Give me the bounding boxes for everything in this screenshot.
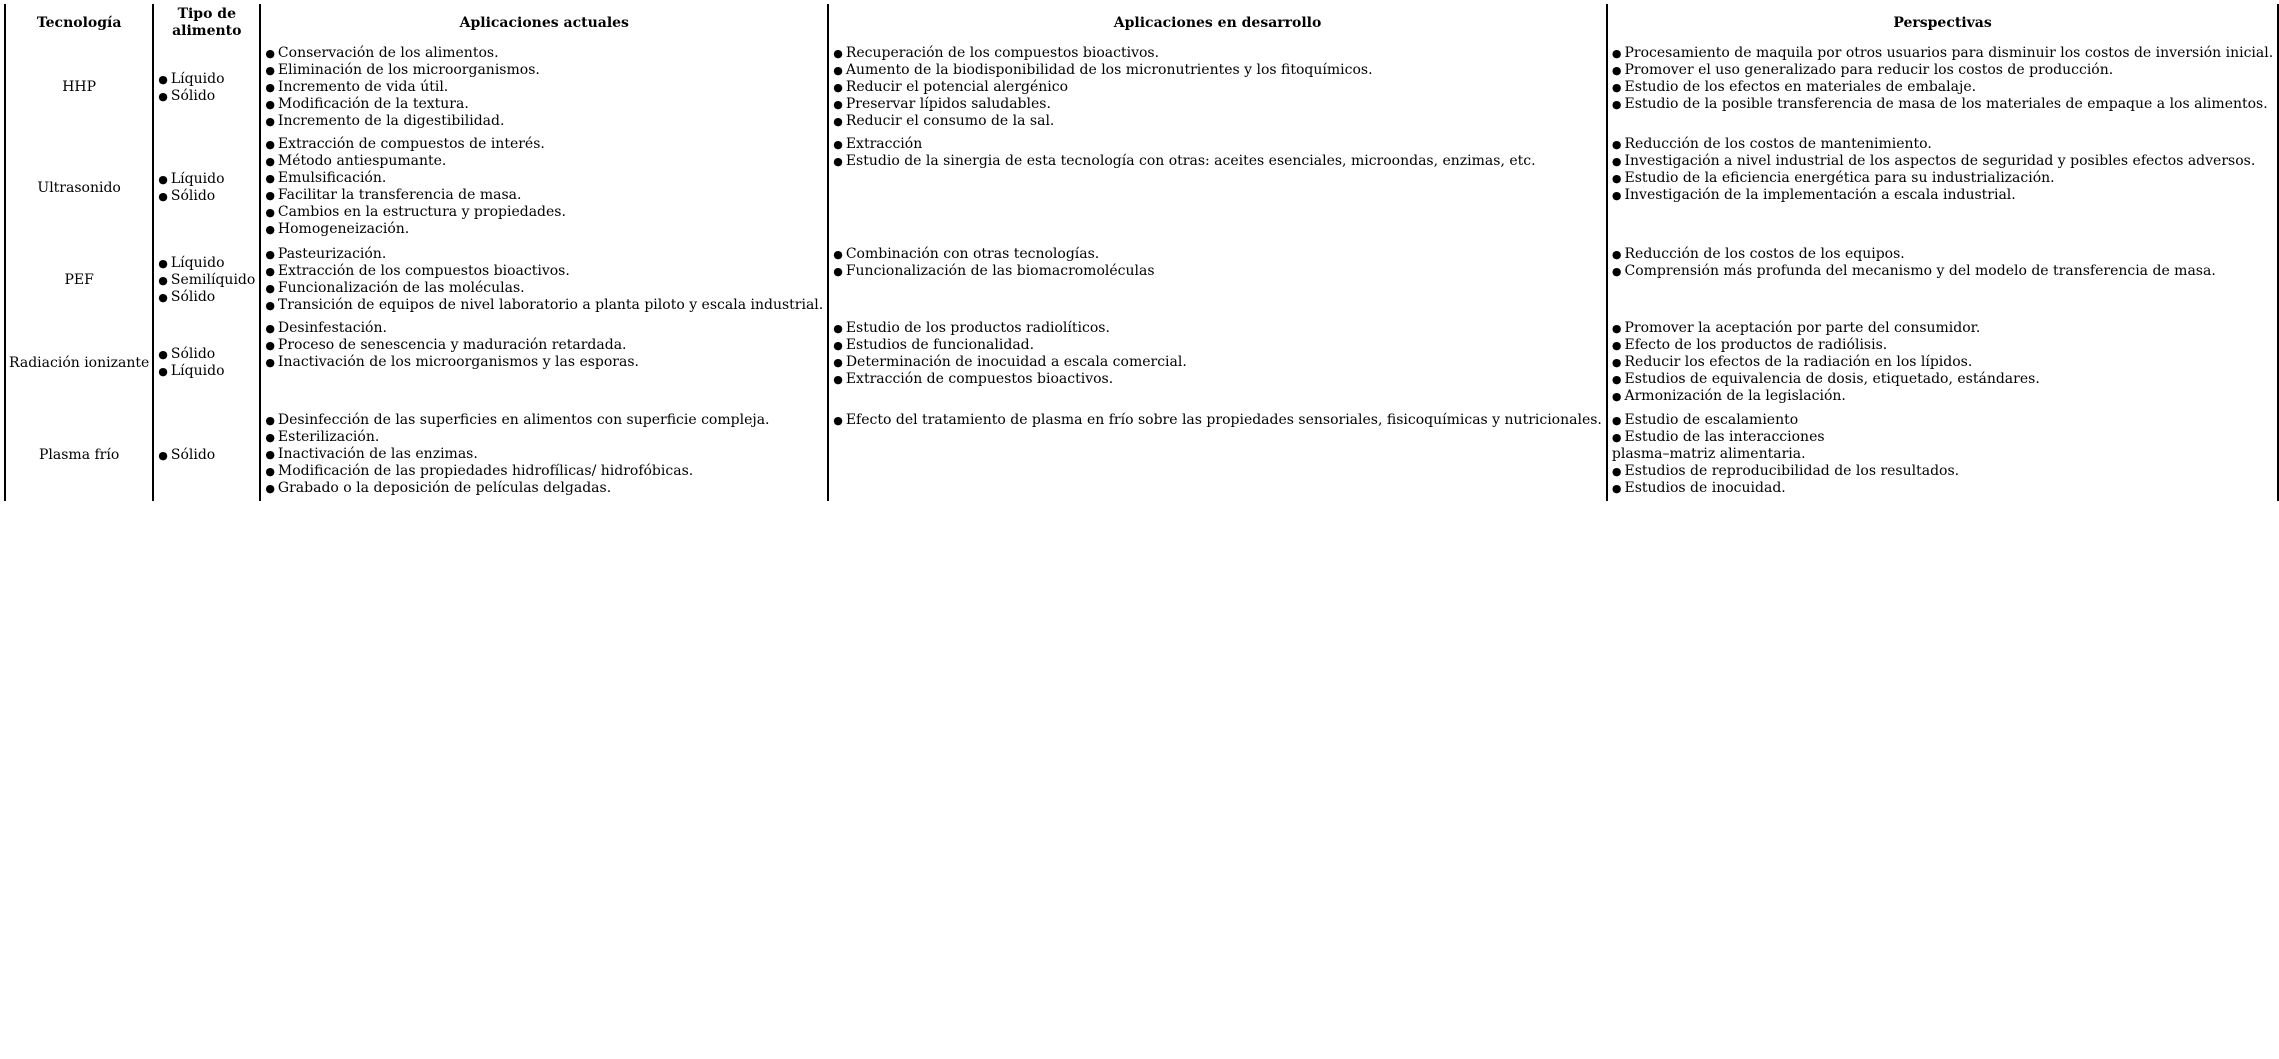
bullet-icon: ● [1611, 189, 1622, 202]
list-item-text: Funcionalización de las biomacromoléculas [845, 263, 1155, 279]
list-item-text: Estudio de la posible transferencia de masa de los materiales de empaque a los alimentos. [1624, 96, 2268, 112]
list-item [158, 363, 255, 380]
list-item-text: Reducir el consumo de la sal. [845, 113, 1055, 129]
list-item-text: Líquido [170, 171, 225, 187]
bullet-icon: ● [833, 414, 843, 427]
list-item [265, 320, 823, 337]
list-item [833, 320, 1602, 337]
list-item [833, 153, 1602, 170]
table-row [5, 42, 2278, 133]
list-item [265, 153, 823, 170]
list-item-text: Armonización de la legislación. [1624, 388, 1846, 404]
cell-aplicaciones-desarrollo [828, 317, 1607, 409]
list-item-text: Inactivación de las enzimas. [277, 446, 478, 462]
cell-aplicaciones-actuales [260, 409, 828, 501]
list-item [265, 221, 823, 238]
list-item [833, 354, 1602, 371]
list-item-text: Grabado o la deposición de películas delgadas. [277, 480, 612, 496]
list-item-text: Promover el uso generalizado para reducir los costos de producción. [1624, 62, 2114, 78]
list-item [265, 337, 823, 354]
list-item [833, 136, 1602, 153]
list-item [158, 289, 255, 306]
bullet-icon: ● [158, 72, 168, 86]
list-item [1612, 446, 2273, 463]
list-item-text: Estudios de reproducibilidad de los resultados. [1624, 463, 1960, 479]
cell-aplicaciones-actuales [260, 133, 828, 243]
list-item-text: Proceso de senescencia y maduración retardada. [277, 337, 627, 353]
list-item-text: Estudio de las interacciones [1624, 429, 1825, 445]
cell-aplicaciones-desarrollo [828, 409, 1607, 501]
bullet-icon: ● [158, 190, 168, 203]
list-item-text: Procesamiento de maquila por otros usuarios para disminuir los costos de inversión inicial. [1624, 45, 2274, 61]
list-item [1612, 263, 2273, 280]
list-item-text: Sólido [170, 446, 216, 463]
table-row [5, 133, 2278, 243]
list-item-text: Aumento de la biodisponibilidad de los micronutrientes y los fitoquímicos. [845, 62, 1373, 78]
list-item [265, 480, 823, 497]
list-item-text: Reducción de los costos de los equipos. [1624, 246, 1905, 262]
bullet-icon: ● [1611, 172, 1622, 185]
list-item-text: Esterilización. [277, 429, 380, 445]
table-row [5, 243, 2278, 317]
list-item-text: Extracción [845, 136, 923, 152]
list-item-text: Semilíquido [170, 271, 256, 288]
cell-tipo-alimento [153, 42, 260, 133]
list-item-text: Extracción de compuestos de interés. [277, 136, 545, 152]
list-item [265, 246, 823, 263]
list-item [265, 45, 823, 62]
list-item [265, 79, 823, 96]
list-item [158, 71, 255, 88]
list-item-text: Estudio de los productos radiolíticos. [845, 320, 1110, 336]
list-item [1612, 153, 2273, 170]
bullet-icon: ● [1611, 339, 1622, 352]
bullet-icon: ● [833, 98, 843, 111]
bullet-icon: ● [265, 206, 275, 219]
bullet-icon: ● [833, 322, 843, 335]
list-item [158, 255, 255, 272]
list-item [265, 136, 823, 153]
list-item-text: Funcionalización de las moléculas. [277, 280, 525, 296]
list-item-text: Desinfección de las superficies en alimentos con superficie compleja. [277, 412, 770, 428]
list-item-text: Comprensión más profunda del mecanismo y del modelo de transferencia de masa. [1624, 263, 2216, 279]
bullet-icon: ● [158, 348, 168, 361]
bullet-icon: ● [265, 248, 275, 261]
bullet-icon: ● [158, 173, 168, 186]
list-item-text: Sólido [170, 346, 216, 362]
list-item-text: Eliminación de los microorganismos. [277, 62, 540, 78]
list-item-text: Líquido [170, 363, 225, 379]
list-item [265, 96, 823, 113]
list-item-text: Efecto de los productos de radiólisis. [1624, 337, 1888, 353]
bullet-icon: ● [1611, 465, 1622, 478]
list-item-text: Recuperación de los compuestos bioactivos. [845, 45, 1160, 61]
header-aplicaciones-desarrollo: Aplicaciones en desarrollo [828, 4, 1607, 42]
list-item-text: Sólido [170, 87, 216, 104]
bullet-icon: ● [265, 265, 275, 278]
bullet-icon: ● [265, 414, 275, 427]
bullet-icon: ● [1611, 265, 1622, 278]
list-item [1612, 337, 2273, 354]
cell-tipo-alimento [153, 409, 260, 501]
bullet-icon: ● [1611, 390, 1622, 403]
cell-tecnologia: Plasma frío [5, 409, 153, 501]
bullet-icon: ● [1611, 414, 1622, 427]
bullet-icon: ● [265, 81, 275, 94]
list-item-text: Estudios de equivalencia de dosis, etiquetado, estándares. [1624, 371, 2040, 387]
bullet-icon: ● [265, 322, 275, 335]
cell-tipo-alimento [153, 133, 260, 243]
bullet-icon: ● [1611, 155, 1622, 168]
list-item-text: Conservación de los alimentos. [277, 45, 499, 61]
list-item-text: Sólido [170, 188, 216, 204]
bullet-icon: ● [265, 299, 275, 312]
bullet-icon: ● [833, 339, 843, 352]
cell-aplicaciones-desarrollo [828, 133, 1607, 243]
list-item [265, 354, 823, 371]
list-item-text: plasma–matriz alimentaria. [1611, 446, 1806, 462]
cell-aplicaciones-actuales [260, 42, 828, 133]
cell-aplicaciones-actuales [260, 317, 828, 409]
cell-tecnologia: HHP [5, 42, 153, 133]
list-item [158, 272, 255, 289]
list-item [265, 412, 823, 429]
list-item-text: Modificación de las propiedades hidrofílicas/ hidrofóbicas. [277, 463, 694, 479]
table-row [5, 317, 2278, 409]
list-item [1612, 480, 2273, 497]
list-item-text: Estudio de la sinergia de esta tecnología con otras: aceites esenciales, microondas, enzimas, etc. [845, 153, 1536, 169]
list-item [265, 463, 823, 480]
cell-perspectivas [1607, 317, 2278, 409]
cell-tipo-alimento [153, 243, 260, 317]
list-item [265, 62, 823, 79]
list-item [265, 263, 823, 280]
technology-table [4, 4, 2279, 501]
bullet-icon: ● [1611, 248, 1622, 261]
list-item-text: Estudio de la eficiencia energética para su industrialización. [1624, 170, 2055, 186]
list-item-text: Efecto del tratamiento de plasma en frío sobre las propiedades sensoriales, fisicoquímicas y nutricionales. [845, 412, 1602, 428]
bullet-icon: ● [265, 448, 275, 461]
list-item [1612, 79, 2273, 96]
bullet-icon: ● [833, 265, 843, 278]
list-item [265, 297, 823, 314]
bullet-icon: ● [158, 365, 168, 378]
list-item [265, 113, 823, 130]
bullet-icon: ● [265, 282, 275, 295]
bullet-icon: ● [833, 81, 843, 94]
bullet-icon: ● [1611, 431, 1622, 444]
header-tecnologia: Tecnología [5, 4, 153, 42]
list-item-text: Reducción de los costos de mantenimiento. [1624, 136, 1932, 152]
bullet-icon: ● [833, 373, 843, 386]
list-item [833, 246, 1602, 263]
bullet-icon: ● [158, 273, 168, 287]
list-item-text: Sólido [170, 288, 216, 305]
list-item-text: Pasteurización. [277, 246, 387, 262]
cell-aplicaciones-desarrollo [828, 243, 1607, 317]
cell-aplicaciones-actuales [260, 243, 828, 317]
list-item-text: Método antiespumante. [277, 153, 447, 169]
table-header-row [5, 4, 2278, 42]
bullet-icon: ● [833, 138, 843, 151]
list-item [158, 88, 255, 105]
list-item [833, 371, 1602, 388]
list-item [265, 429, 823, 446]
bullet-icon: ● [833, 47, 843, 60]
cell-perspectivas [1607, 243, 2278, 317]
list-item-text: Cambios en la estructura y propiedades. [277, 204, 566, 220]
list-item [1612, 187, 2273, 204]
list-item [833, 45, 1602, 62]
table-row [5, 409, 2278, 501]
list-item [833, 263, 1602, 280]
list-item-text: Reducir el potencial alergénico [845, 79, 1069, 95]
list-item [1612, 246, 2273, 263]
list-item [1612, 354, 2273, 371]
list-item-text: Homogeneización. [277, 221, 410, 237]
bullet-icon: ● [265, 356, 275, 369]
bullet-icon: ● [265, 172, 275, 185]
list-item [158, 346, 255, 363]
cell-perspectivas [1607, 409, 2278, 501]
list-item [158, 188, 255, 205]
bullet-icon: ● [265, 189, 275, 202]
list-item [265, 446, 823, 463]
bullet-icon: ● [1611, 138, 1622, 151]
list-item-text: Investigación a nivel industrial de los aspectos de seguridad y posibles efectos adversos. [1624, 153, 2256, 169]
bullet-icon: ● [265, 431, 275, 444]
list-item [1612, 429, 2273, 446]
bullet-icon: ● [1611, 98, 1622, 111]
bullet-icon: ● [265, 223, 275, 236]
list-item-text: Estudios de funcionalidad. [845, 337, 1035, 353]
bullet-icon: ● [1611, 356, 1622, 369]
list-item [1612, 170, 2273, 187]
list-item-text: Reducir los efectos de la radiación en los lípidos. [1624, 354, 1973, 370]
bullet-icon: ● [1611, 64, 1622, 77]
list-item [833, 96, 1602, 113]
bullet-icon: ● [1611, 373, 1622, 386]
list-item [833, 337, 1602, 354]
list-item [1612, 371, 2273, 388]
list-item [265, 204, 823, 221]
cell-perspectivas [1607, 42, 2278, 133]
bullet-icon: ● [833, 115, 843, 128]
bullet-icon: ● [265, 482, 275, 495]
list-item-text: Estudio de los efectos en materiales de embalaje. [1624, 79, 1977, 95]
list-item-text: Incremento de vida útil. [277, 79, 449, 95]
list-item [1612, 45, 2273, 62]
bullet-icon: ● [158, 290, 168, 304]
list-item [265, 170, 823, 187]
list-item-text: Líquido [170, 70, 225, 87]
bullet-icon: ● [265, 138, 275, 151]
list-item [1612, 388, 2273, 405]
header-aplicaciones-actuales: Aplicaciones actuales [260, 4, 828, 42]
bullet-icon: ● [833, 248, 843, 261]
header-perspectivas: Perspectivas [1607, 4, 2278, 42]
cell-tipo-alimento [153, 317, 260, 409]
list-item [833, 412, 1602, 429]
list-item-text: Facilitar la transferencia de masa. [277, 187, 522, 203]
bullet-icon: ● [158, 89, 168, 103]
bullet-icon: ● [833, 64, 843, 77]
list-item-text: Incremento de la digestibilidad. [277, 113, 505, 129]
list-item-text: Investigación de la implementación a escala industrial. [1624, 187, 2016, 203]
bullet-icon: ● [833, 356, 843, 369]
list-item-text: Extracción de compuestos bioactivos. [845, 371, 1114, 387]
bullet-icon: ● [265, 155, 275, 168]
list-item [1612, 412, 2273, 429]
list-item [1612, 96, 2273, 113]
list-item [1612, 62, 2273, 79]
list-item [158, 171, 255, 188]
list-item-text: Transición de equipos de nivel laboratorio a planta piloto y escala industrial. [277, 297, 824, 313]
header-tipo-alimento: Tipo de alimento [153, 4, 260, 42]
list-item [833, 113, 1602, 130]
list-item [265, 280, 823, 297]
list-item [158, 447, 255, 464]
bullet-icon: ● [265, 47, 275, 60]
cell-perspectivas [1607, 133, 2278, 243]
cell-tecnologia: PEF [5, 243, 153, 317]
list-item-text: Promover la aceptación por parte del consumidor. [1624, 320, 1981, 336]
list-item-text: Determinación de inocuidad a escala comercial. [845, 354, 1187, 370]
list-item [833, 79, 1602, 96]
list-item-text: Estudios de inocuidad. [1624, 480, 1786, 496]
list-item [1612, 463, 2273, 480]
list-item-text: Emulsificación. [277, 170, 387, 186]
bullet-icon: ● [265, 115, 275, 128]
bullet-icon: ● [1611, 322, 1622, 335]
list-item-text: Combinación con otras tecnologías. [845, 246, 1100, 262]
list-item [1612, 136, 2273, 153]
bullet-icon: ● [158, 448, 168, 462]
bullet-icon: ● [265, 64, 275, 77]
bullet-icon: ● [1611, 81, 1622, 94]
list-item-text: Inactivación de los microorganismos y las esporas. [277, 354, 639, 370]
bullet-icon: ● [265, 98, 275, 111]
cell-tecnologia: Ultrasonido [5, 133, 153, 243]
list-item-text: Modificación de la textura. [277, 96, 469, 112]
bullet-icon: ● [1611, 482, 1622, 495]
bullet-icon: ● [265, 339, 275, 352]
list-item-text: Estudio de escalamiento [1624, 412, 1799, 428]
list-item-text: Preservar lípidos saludables. [845, 96, 1051, 112]
list-item-text: Líquido [170, 254, 225, 271]
list-item [1612, 320, 2273, 337]
list-item-text: Extracción de los compuestos bioactivos. [277, 263, 570, 279]
bullet-icon: ● [158, 256, 168, 270]
bullet-icon: ● [833, 155, 843, 168]
bullet-icon: ● [1611, 47, 1622, 60]
list-item [265, 187, 823, 204]
list-item-text: Desinfestación. [277, 320, 387, 336]
cell-tecnologia: Radiación ionizante [5, 317, 153, 409]
cell-aplicaciones-desarrollo [828, 42, 1607, 133]
bullet-icon: ● [265, 465, 275, 478]
list-item [833, 62, 1602, 79]
